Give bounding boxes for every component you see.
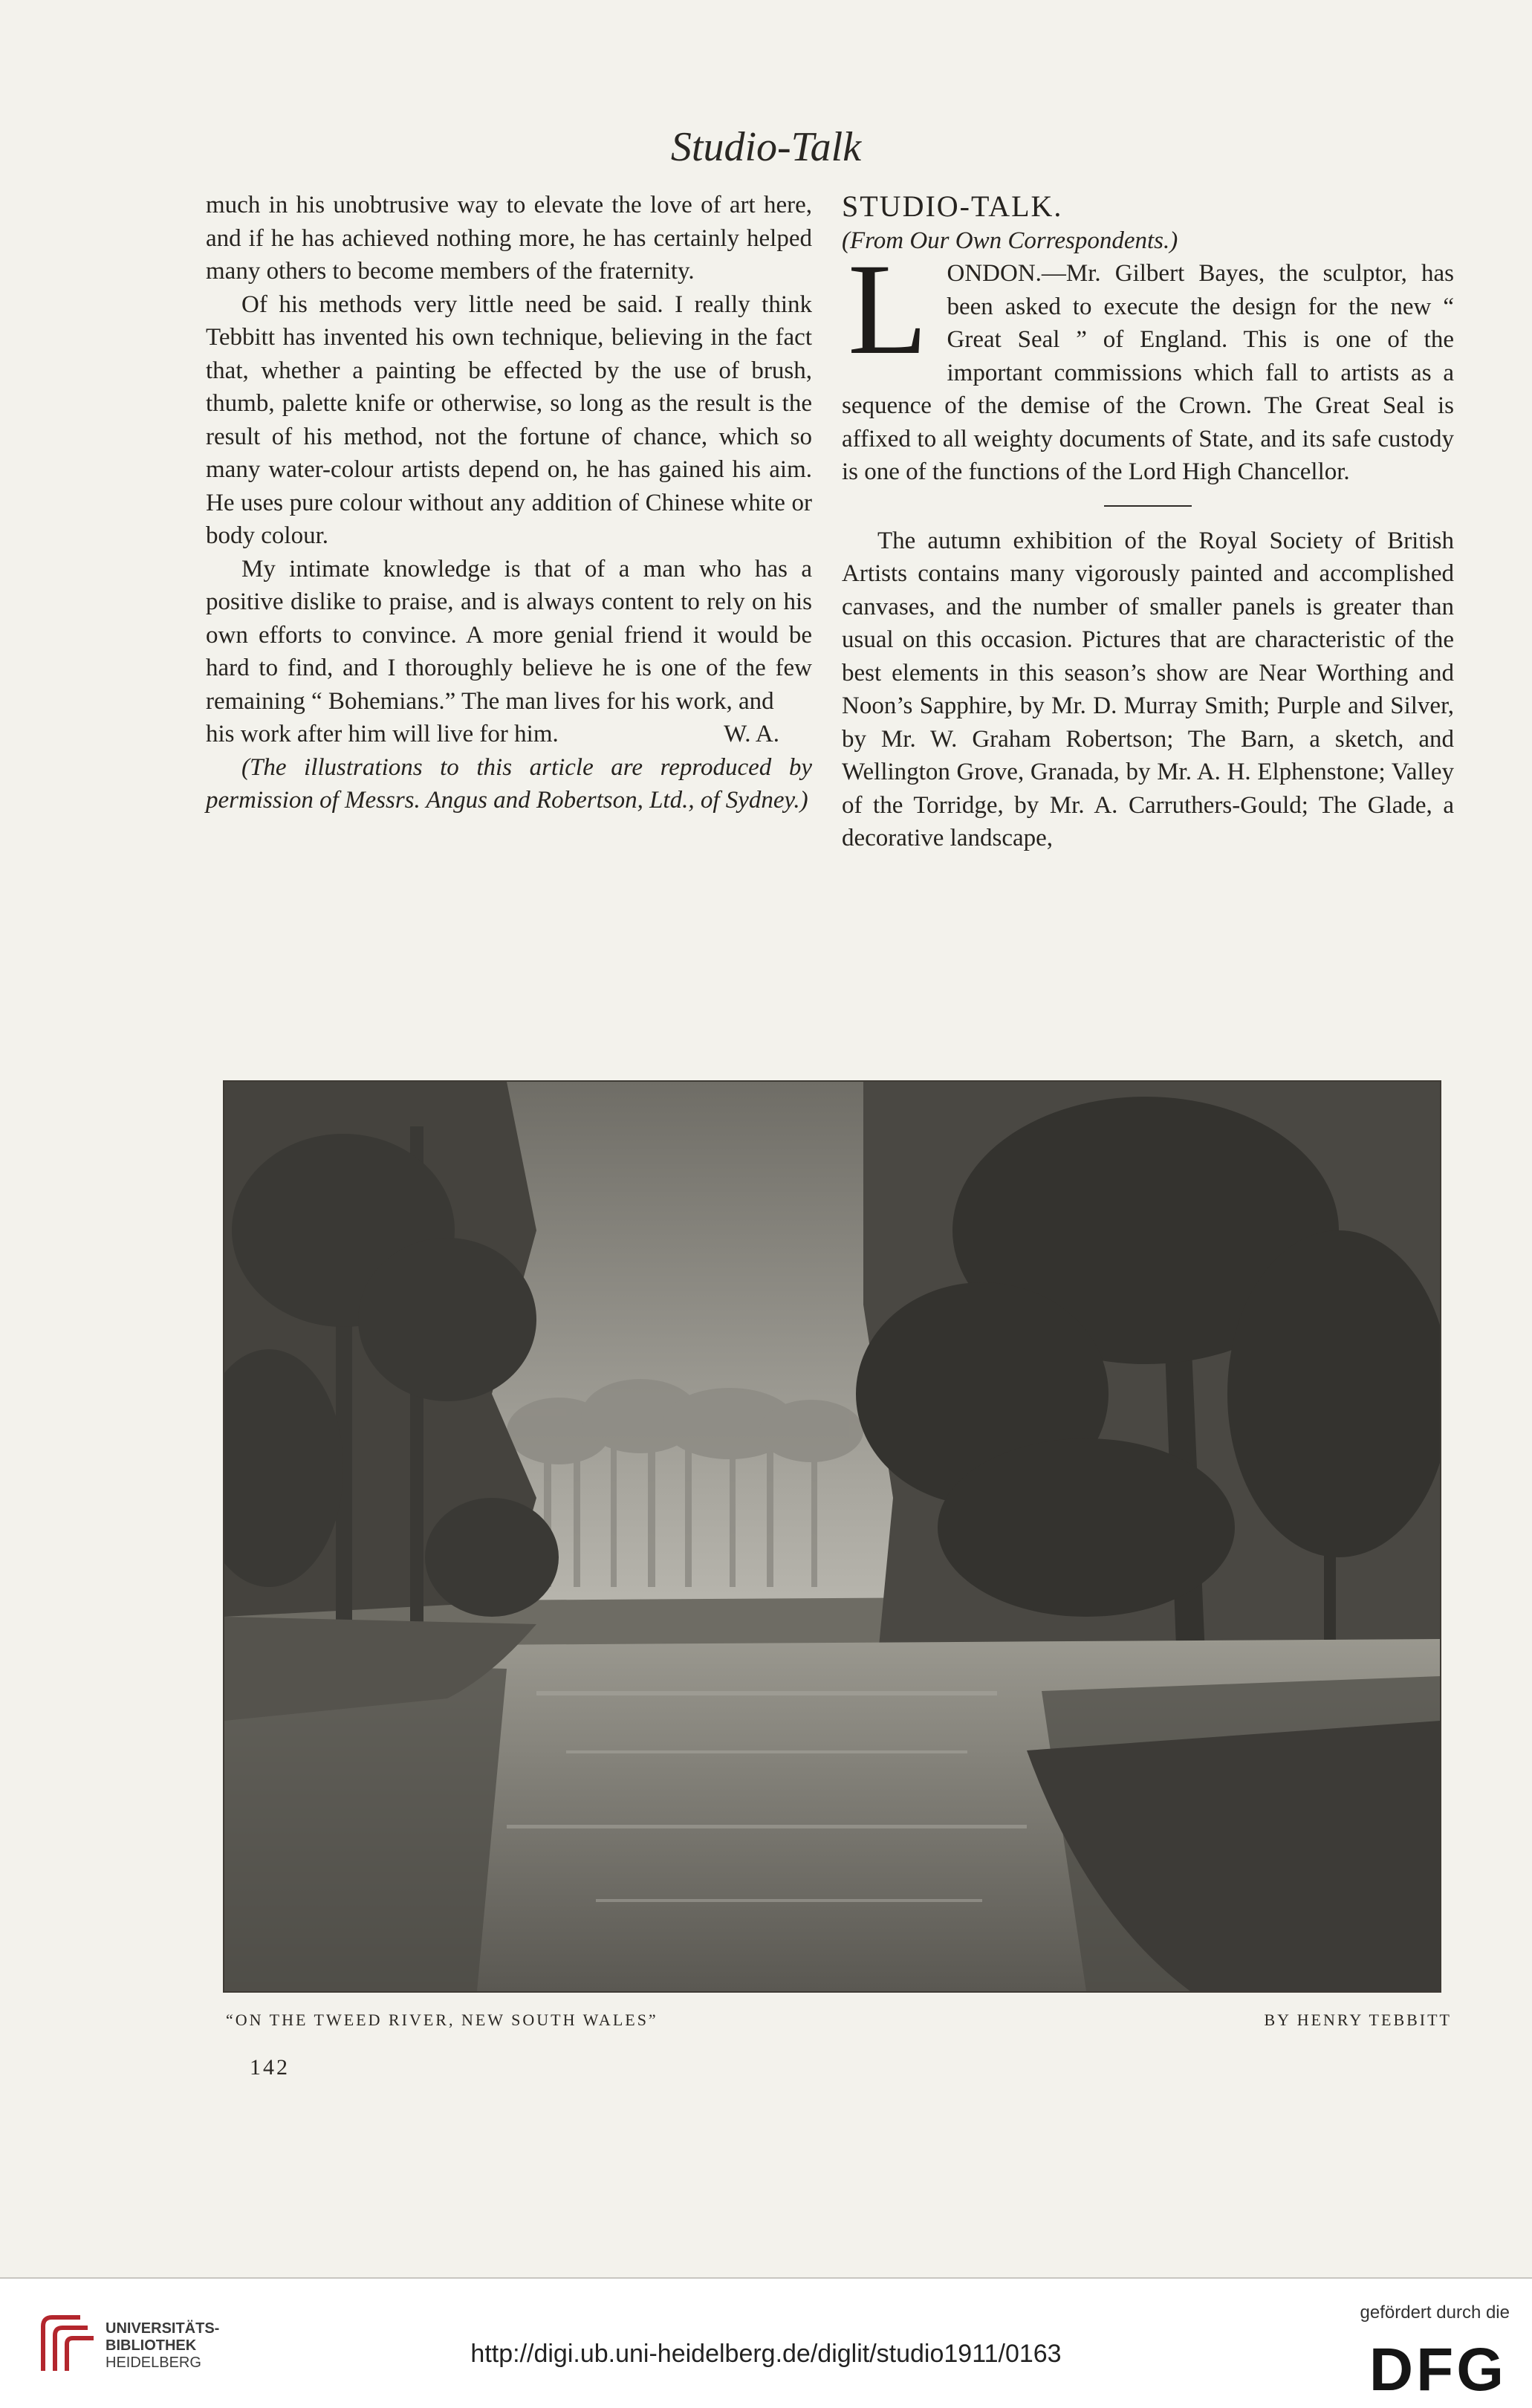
left-paragraph-3: My intimate knowledge is that of a man who has a positive dislike to praise, and is always content to rely on his own efforts to convince. A more genial friend it would be hard to find, and I thoroughly believe he is one of the few remaining “ Bohemians.” The man lives for his work, and [206,555,812,715]
library-name-line-2: BIBLIOTHEK [106,2337,197,2354]
section-divider [1104,505,1192,507]
funding-note: gefördert durch die [1360,2302,1510,2323]
right-paragraph-1: ONDON.—Mr. Gilbert Bayes, the sculptor, has been asked to execute the design for the new “ Great Seal ” of England. This is one of the important commissions which fall to artists as a sequence of the demise of the Crown. The Great Seal is affixed to all weighty documents of State, and its safe custody is one of the functions of the Lord High Chancellor. [842,260,1454,485]
source-url[interactable]: http://digi.ub.uni-heidelberg.de/diglit/studio1911/0163 [470,2340,1062,2368]
drop-cap: L [848,237,928,382]
landscape-plate [223,1080,1441,1993]
page-number: 142 [250,2055,290,2080]
closing-text: his work after him will live for him. [206,721,559,747]
river-landscape-illustration [224,1082,1440,1991]
right-column [842,189,1454,855]
library-name-line-1: UNIVERSITÄTS- [106,2320,220,2337]
closing-line [206,718,812,751]
right-paragraph-2: The autumn exhibition of the Royal Society of British Artists contains many vigorously painted and accomplished canvases, and the number of smaller panels is greater than usual on this occasion. Pictures that are characteristic of the best elements in this season’s show are Near Worthing and Noon’s Sapphire, by Mr. D. Murray Smith; Purple and Silver, by Mr. W. Graham Robertson; The Barn, a sketch, and Wellington Grove, Granada, by Mr. A. H. Elphenstone; Valley of the Torridge, by Mr. A. Carruthers-Gould; The Glade, a decorative landscape, [842,527,1454,851]
left-paragraph-1: much in his unobtrusive way to elevate the love of art here, and if he has achieved nothing more, he has certainly helped many others to become members of the fraternity. [206,192,812,285]
section-subheading: (From Our Own Correspondents.) [842,227,1178,254]
footer-divider [0,2277,1532,2279]
author-signature: W. A. [724,721,779,747]
running-title: Studio-Talk [670,124,862,170]
section-heading: STUDIO-TALK. [842,189,1063,223]
left-column [206,189,812,817]
plate-caption: “ON THE TWEED RIVER, NEW SOUTH WALES” [226,2011,658,2029]
plate-credit: BY HENRY TEBBITT [1264,2011,1452,2029]
digitization-footer [0,2277,1532,2408]
dfg-logo: DFG [1369,2336,1507,2404]
library-name-line-3: HEIDELBERG [106,2355,201,2371]
illustration-note: (The illustrations to this article are reproduced by permission of Messrs. Angus and Robertson, Ltd., of Sydney.) [206,753,812,814]
left-paragraph-2: Of his methods very little need be said. I really think Tebbitt has invented his own technique, believing in the fact that, whether a painting be effected by the use of brush, thumb, palette knife or otherwise, so long as the result is the result of his method, not the fortune of chance, which so many water-colour artists depend on, he has gained his aim. He uses pure colour without any addition of Chinese white or body colour. [206,291,812,549]
